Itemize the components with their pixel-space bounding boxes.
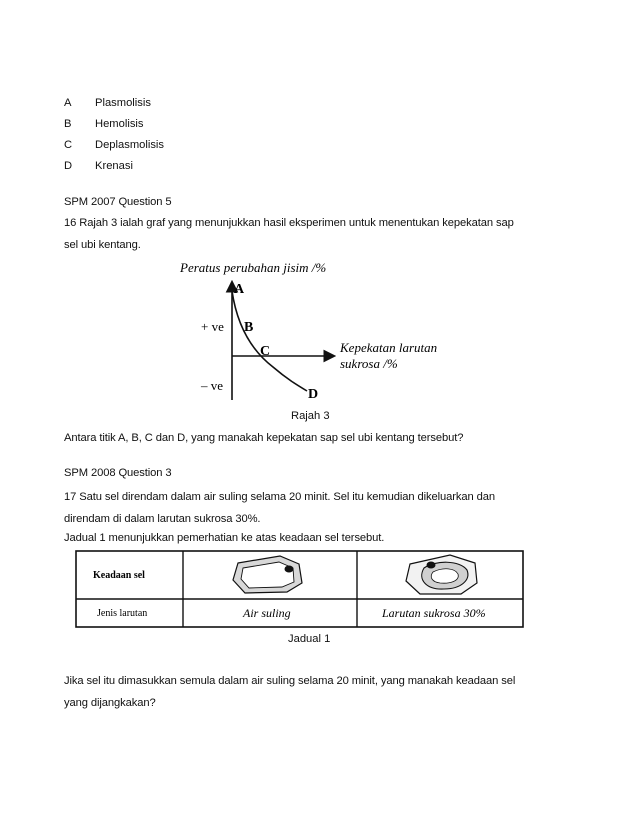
q17-question-line2: yang dijangkakan?: [64, 697, 156, 709]
option-text-b: Hemolisis: [95, 118, 144, 130]
q5-question: Antara titik A, B, C dan D, yang manakah kepekatan sap sel ubi kentang tersebut?: [64, 432, 464, 444]
jadual-1-table: [75, 550, 525, 630]
graph-curve: [232, 291, 307, 391]
option-letter-d: D: [64, 160, 73, 172]
jadual-1-caption: Jadual 1: [288, 633, 331, 645]
graph-xlabel-line2: sukrosa /%: [340, 356, 398, 371]
graph-plus-label: + ve: [201, 319, 224, 334]
table-col1-label: Air suling: [243, 606, 291, 620]
table-row1-header: Keadaan sel: [93, 570, 145, 581]
point-label-b: B: [244, 320, 254, 335]
rajah-3-graph: [175, 255, 475, 405]
q17-text-line3: Jadual 1 menunjukkan pemerhatian ke atas keadaan sel tersebut.: [64, 532, 385, 544]
table-col2-label: Larutan sukrosa 30%: [382, 606, 486, 620]
graph-xlabel-line1: Kepekatan larutan: [340, 340, 438, 355]
graph-minus-label: – ve: [201, 378, 224, 393]
graph-ylabel: Peratus perubahan jisim /%: [180, 260, 327, 275]
option-letter-b: B: [64, 118, 72, 130]
option-text-c: Deplasmolisis: [95, 139, 165, 151]
point-label-c: C: [260, 344, 271, 359]
option-text-d: Krenasi: [95, 160, 133, 172]
cell-air-suling-diagram: [233, 556, 302, 593]
cell-larutan-sukrosa-diagram: [406, 555, 477, 594]
q5-text-line2: sel ubi kentang.: [64, 239, 141, 251]
q17-text-line1: 17 Satu sel direndam dalam air suling selama 20 minit. Sel itu kemudian dikeluarkan dan: [64, 491, 495, 503]
q5-heading: SPM 2007 Question 5: [64, 196, 172, 208]
option-letter-a: A: [64, 97, 72, 109]
table-row2-header: Jenis larutan: [97, 608, 148, 619]
option-text-a: Plasmolisis: [95, 97, 151, 109]
q17-heading: SPM 2008 Question 3: [64, 467, 172, 479]
q17-text-line2: direndam di dalam larutan sukrosa 30%.: [64, 513, 261, 525]
option-letter-c: C: [64, 139, 73, 151]
rajah-3-caption: Rajah 3: [291, 410, 330, 422]
point-label-a: A: [234, 282, 245, 297]
q5-text-line1: 16 Rajah 3 ialah graf yang menunjukkan hasil eksperimen untuk menentukan kepekatan sap: [64, 217, 514, 229]
point-label-d: D: [308, 387, 319, 402]
q17-question-line1: Jika sel itu dimasukkan semula dalam air suling selama 20 minit, yang manakah keadaan sel: [64, 675, 516, 687]
